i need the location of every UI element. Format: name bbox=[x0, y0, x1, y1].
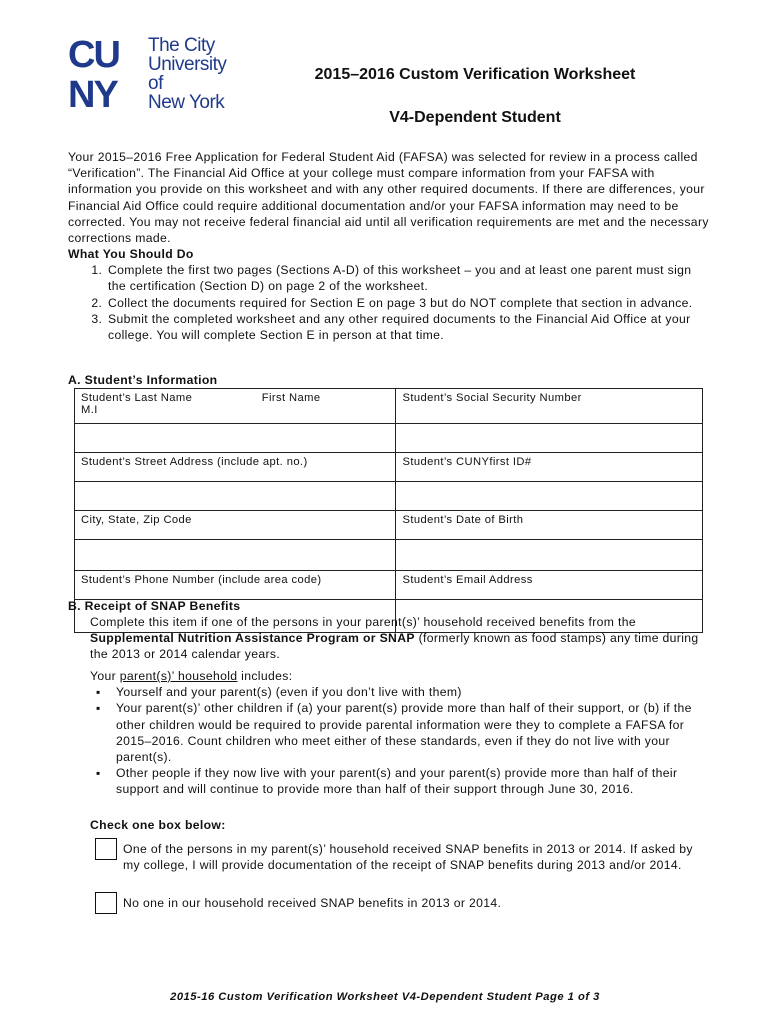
city-label-cell bbox=[75, 511, 396, 540]
document-title: 2015–2016 Custom Verification Worksheet bbox=[314, 66, 636, 83]
no-snap-option: No one in our household received SNAP benefits in 2013 or 2014. bbox=[123, 896, 502, 910]
household-post: includes: bbox=[237, 669, 293, 683]
student-info-table bbox=[74, 388, 703, 633]
snap-intro-text-1: Complete this item if one of the persons in your parent(s)’ household received benefits from the bbox=[90, 615, 636, 629]
email-label: Student’s Email Address bbox=[402, 574, 533, 586]
street-label-cell bbox=[75, 453, 396, 482]
household-term: parent(s)’ household bbox=[119, 669, 238, 683]
logo-line-1: The City bbox=[148, 35, 215, 56]
section-a-heading: A. Student’s Information bbox=[68, 373, 218, 387]
cunyfirst-label-cell bbox=[396, 453, 703, 482]
ssn-label: Student’s Social Security Number bbox=[402, 392, 582, 404]
section-b-heading: B. Receipt of SNAP Benefits bbox=[68, 599, 241, 613]
first-name-label: First Name bbox=[261, 392, 321, 404]
snap-intro-text-2: (formerly known as food stamps) any time during the 2013 or 2014 calendar years. bbox=[90, 631, 699, 662]
table-row bbox=[75, 540, 703, 571]
household-definition bbox=[90, 668, 710, 798]
street-input[interactable] bbox=[75, 482, 396, 511]
logo-line-3: of bbox=[148, 73, 163, 94]
logo-line-4: New York bbox=[148, 92, 225, 113]
table-row bbox=[75, 389, 703, 424]
table-row bbox=[75, 482, 703, 511]
step-item: 3. Submit the completed worksheet and any other required documents to the Financial Aid Office at your college. You will complete Section E in person at that time. bbox=[106, 311, 710, 343]
household-pre: Your bbox=[90, 669, 120, 683]
dob-label: Student’s Date of Birth bbox=[402, 514, 524, 526]
last-name-label: Student’s Last Name bbox=[81, 392, 193, 404]
cuny-logo bbox=[66, 36, 236, 118]
ssn-input[interactable] bbox=[396, 424, 703, 453]
household-list bbox=[90, 684, 710, 797]
step-item: 1. Complete the first two pages (Sections A-D) of this worksheet – you and at least one parent must sign the certification (Section D) on page 2 of the worksheet. bbox=[106, 262, 710, 294]
logo-letters-bottom: NY bbox=[68, 74, 117, 116]
check-one-heading: Check one box below: bbox=[90, 818, 226, 832]
snap-received-option: One of the persons in my parent(s)’ household received SNAP benefits in 2013 or 2014. If asked by my college, I will provide documentation of the receipt of SNAP benefits during 2013 and/or 2014. bbox=[123, 842, 693, 873]
dob-label-cell bbox=[396, 511, 703, 540]
household-heading bbox=[90, 668, 710, 684]
logo-line-2: University bbox=[148, 54, 227, 75]
city-state-zip-label: City, State, Zip Code bbox=[81, 514, 192, 526]
email-label-cell bbox=[396, 571, 703, 600]
dob-input[interactable] bbox=[396, 540, 703, 571]
cunyfirst-label: Student’s CUNYfirst ID# bbox=[402, 456, 532, 468]
list-item: ▪ Other people if they now live with your parent(s) and your parent(s) provide more than half of their support and will continue to provide more than half of their support through June 30, 2016. bbox=[90, 765, 710, 797]
name-cell bbox=[75, 389, 396, 424]
phone-label: Student’s Phone Number (include area code) bbox=[81, 574, 322, 586]
list-item: ▪ Your parent(s)’ other children if (a) your parent(s) provide more than half of their support, or (b) if the other children would be required to provide parental information were they to complete a FAFSA for 2015–2016. Count children who meet either of these standards, even if they do not live with your parent(s). bbox=[90, 700, 710, 765]
page-footer: 2015-16 Custom Verification Worksheet V4-Dependent Student Page 1 of 3 bbox=[170, 991, 600, 1003]
table-row bbox=[75, 453, 703, 482]
city-state-zip-input[interactable] bbox=[75, 540, 396, 571]
snap-program-name: Supplemental Nutrition Assistance Program or SNAP bbox=[90, 631, 415, 646]
mi-label: M.I bbox=[81, 404, 98, 416]
what-to-do-section bbox=[68, 246, 710, 343]
steps-list bbox=[68, 262, 710, 343]
ssn-label-cell bbox=[396, 389, 703, 424]
snap-intro bbox=[90, 614, 710, 663]
list-item: ▪ Yourself and your parent(s) (even if you don’t live with them) bbox=[90, 684, 710, 700]
table-row bbox=[75, 571, 703, 600]
step-item: 2. Collect the documents required for Section E on page 3 but do NOT complete that section in advance. bbox=[106, 295, 710, 311]
document-subtitle: V4-Dependent Student bbox=[389, 109, 561, 126]
logo-letters-top: CU bbox=[68, 34, 119, 76]
table-row bbox=[75, 511, 703, 540]
street-label: Student’s Street Address (include apt. no.) bbox=[81, 456, 308, 468]
cunyfirst-input[interactable] bbox=[396, 482, 703, 511]
what-to-do-heading: What You Should Do bbox=[68, 247, 194, 261]
phone-label-cell bbox=[75, 571, 396, 600]
logo-text bbox=[148, 36, 226, 112]
snap-received-checkbox[interactable] bbox=[95, 838, 117, 860]
no-snap-checkbox[interactable] bbox=[95, 892, 117, 914]
name-input[interactable] bbox=[75, 424, 396, 453]
table-row bbox=[75, 424, 703, 453]
intro-paragraph: Your 2015–2016 Free Application for Federal Student Aid (FAFSA) was selected for review in a process called “Verification”. The Financial Aid Office at your college must compare information from your FAFSA with information you provide on this worksheet and with any other required documents. If there are differences, your Financial Aid Office could require additional documentation and/or your FAFSA information may need to be corrected. You may not receive federal financial aid until all verification requirements are met and the necessary corrections made. bbox=[68, 150, 709, 246]
